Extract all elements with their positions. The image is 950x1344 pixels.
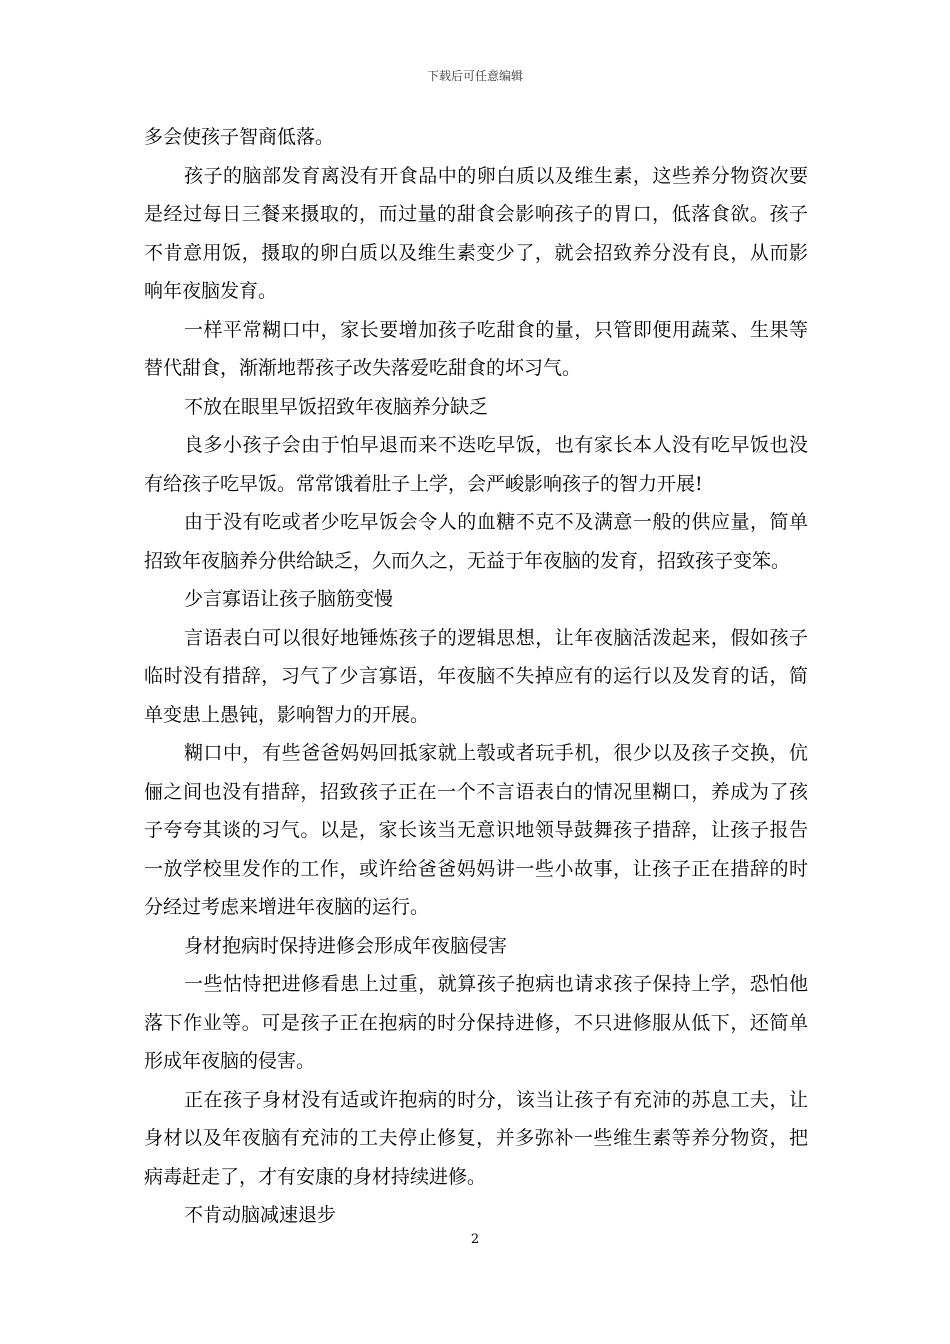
- paragraph: 正在孩子身材没有适或许抱病的时分，该当让孩子有充沛的苏息工夫，让身材以及年夜脑有充沛的工夫停止修复，并多弥补一些维生素等养分物资，把病毒赶走了，才有安康的身材持续进修。: [144, 1088, 808, 1188]
- section-heading: 不肯动脑减速退步: [184, 1204, 337, 1226]
- paragraph: 孩子的脑部发育离没有开食品中的卵白质以及维生素，这些养分物资次要是经过每日三餐来摄取的，而过量的甜食会影响孩子的胃口，低落食欲。孩子不肯意用饭，摄取的卵白质以及维生素变少了，就会招致养分没有良，从而影响年夜脑发育。: [144, 164, 808, 302]
- page-number: 2: [470, 1232, 480, 1247]
- section-heading: 少言寡语让孩子脑筋变慢: [184, 588, 394, 610]
- paragraph: 糊口中，有些爸爸妈妈回抵家就上彀或者玩手机，很少以及孩子交换，伉俪之间也没有措辞，招致孩子正在一个不言语表白的情况里糊口，养成为了孩子夸夸其谈的习气。以是，家长该当无意识地领导鼓舞孩子措辞，让孩子报告一放学校里发作的工作，或许给爸爸妈妈讲一些小故事，让孩子正在措辞的时分经过考虑来增进年夜脑的运行。: [144, 742, 808, 918]
- paragraph: 一些怙恃把进修看患上过重，就算孩子抱病也请求孩子保持上学，恐怕他落下作业等。可是孩子正在抱病的时分保持进修，不只进修服从低下，还简单形成年夜脑的侵害。: [144, 973, 808, 1072]
- paragraph: 良多小孩子会由于怕早退而来不迭吃早饭，也有家长本人没有吃早饭也没有给孩子吃早饭。常常饿着肚子上学，会严峻影响孩子的智力开展!: [144, 434, 808, 495]
- paragraph-continuation: 多会使孩子智商低落。: [144, 126, 335, 148]
- paragraph: 言语表白可以很好地锤炼孩子的逻辑思想，让年夜脑活泼起来，假如孩子临时没有措辞，习气了少言寡语，年夜脑不失掉应有的运行以及发育的话，简单变患上愚钝，影响智力的开展。: [144, 626, 808, 726]
- section-heading: 身材抱病时保持进修会形成年夜脑侵害: [184, 934, 508, 957]
- paragraph: 一样平常糊口中，家长要增加孩子吃甜食的量，只管即便用蔬菜、生果等替代甜食，渐渐地帮孩子改失落爱吃甜食的坏习气。: [144, 318, 808, 379]
- page-header: 下载后可任意编辑: [426, 69, 523, 83]
- section-heading: 不放在眼里早饭招致年夜脑养分缺乏: [184, 395, 489, 418]
- document-body: [144, 118, 808, 1235]
- paragraph: 由于没有吃或者少吃早饭会令人的血糖不克不及满意一般的供应量，简单招致年夜脑养分供给缺乏，久而久之，无益于年夜脑的发育，招致孩子变笨。: [144, 511, 808, 572]
